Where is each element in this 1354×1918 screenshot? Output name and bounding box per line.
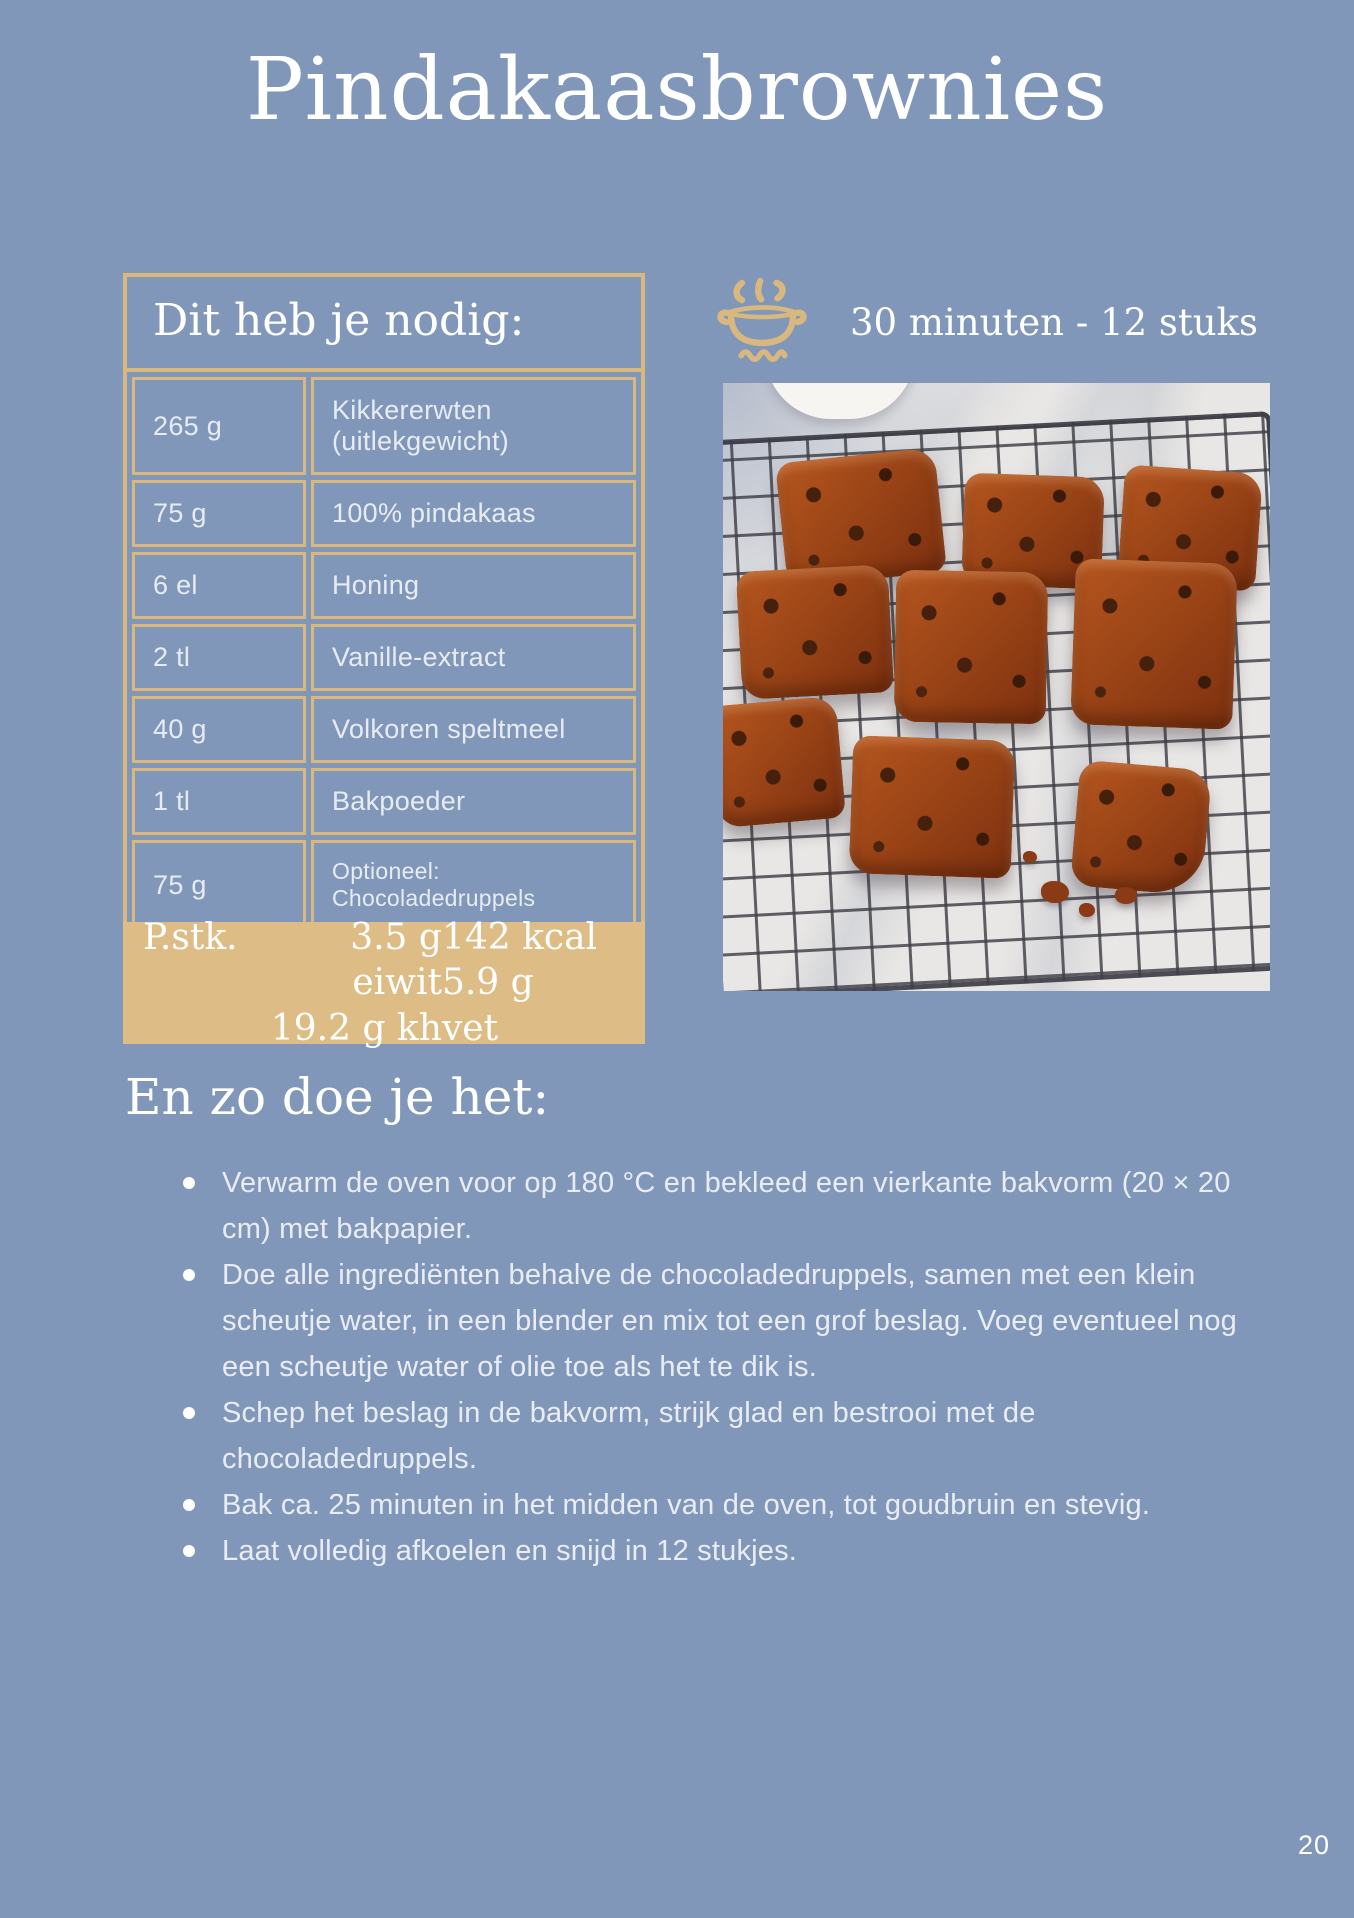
peanut-bowl [765, 383, 915, 419]
nutrition-fat: 5.9 g vet [441, 962, 534, 1049]
ingredients-table [127, 372, 641, 935]
ingredient-name: 100% pindakaas [311, 480, 636, 547]
ingredient-name: Optioneel: Chocoladedruppels [311, 840, 636, 930]
ingredient-amount: 2 tl [132, 624, 306, 691]
brownie-crumb [1041, 881, 1069, 903]
ingredient-name: Kikkererwten (uitlekgewicht) [311, 377, 636, 475]
table-row [132, 377, 636, 475]
ingredient-amount: 75 g [132, 840, 306, 930]
page-title: Pindakaasbrownies [245, 40, 1109, 140]
table-row [132, 480, 636, 547]
brownie-piece [1070, 558, 1238, 730]
ingredient-amount: 1 tl [132, 768, 306, 835]
list-item: Verwarm de oven voor op 180 °C en bekleed een vierkante bakvorm (20 × 20 cm) met bakpapier. [125, 1160, 1273, 1252]
instructions-list [125, 1160, 1273, 1574]
ingredient-amount: 40 g [132, 696, 306, 763]
nutrition-label: P.stk. [143, 916, 238, 958]
ingredient-amount: 265 g [132, 377, 306, 475]
nutrition-carbs: 19.2 g kh [270, 1007, 442, 1049]
recipe-photo [723, 383, 1270, 991]
nutrition-right-column [442, 915, 601, 1051]
ingredient-name: Volkoren speltmeel [311, 696, 636, 763]
ingredient-amount: 6 el [132, 552, 306, 619]
ingredient-name: Bakpoeder [311, 768, 636, 835]
brownie-piece [849, 735, 1016, 879]
table-row [132, 624, 636, 691]
ingredient-amount: 75 g [132, 480, 306, 547]
steaming-pot-icon [712, 272, 812, 372]
brownie-piece [736, 564, 894, 700]
table-row [132, 768, 636, 835]
instructions-section [125, 1068, 1273, 1574]
brownie-piece [1070, 759, 1212, 896]
list-item: Laat volledig afkoelen en snijd in 12 stukjes. [125, 1528, 1273, 1574]
nutrition-calories: 142 kcal [441, 916, 598, 958]
ingredient-name: Honing [311, 552, 636, 619]
ingredients-box [123, 273, 645, 939]
list-item: Doe alle ingrediënten behalve de chocoladedruppels, samen met een klein scheutje water, in een blender en mix tot een grof beslag. Voeg eventueel nog een scheutje water of olie toe als het te dik is. [125, 1252, 1273, 1390]
page-number: 20 [1297, 1830, 1330, 1860]
ingredients-heading: Dit heb je nodig: [127, 277, 641, 372]
brownie-crumb [1115, 887, 1137, 904]
brownie-piece [723, 696, 846, 829]
table-row [132, 552, 636, 619]
brownie-crumb [1079, 903, 1095, 917]
time-servings-row [712, 272, 1258, 372]
nutrition-values [250, 915, 442, 1051]
nutrition-left-column [143, 915, 442, 1051]
instructions-heading: En zo doe je het: [125, 1068, 550, 1126]
list-item: Bak ca. 25 minuten in het midden van de oven, tot goudbruin en stevig. [125, 1482, 1273, 1528]
list-item: Schep het beslag in de bakvorm, strijk glad en bestrooi met de chocoladedruppels. [125, 1390, 1273, 1482]
brownie-piece [894, 570, 1049, 725]
nutrition-protein: 3.5 g eiwit [350, 916, 442, 1004]
table-row [132, 696, 636, 763]
brownie-crumb [1023, 851, 1037, 863]
nutrition-box [123, 916, 645, 1049]
ingredient-name: Vanille-extract [311, 624, 636, 691]
time-servings-text: 30 minuten - 12 stuks [850, 300, 1258, 344]
